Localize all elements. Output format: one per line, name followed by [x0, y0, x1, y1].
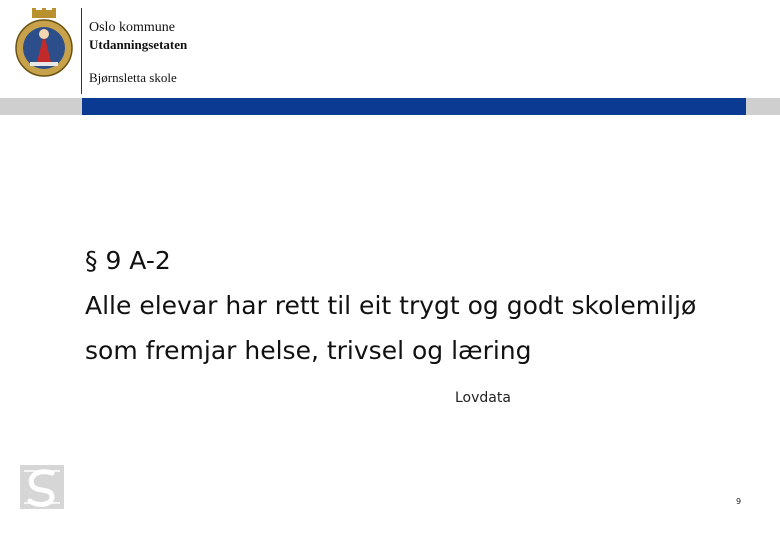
slide-heading: § 9 A-2: [85, 246, 171, 275]
slide-line-2: som fremjar helse, trivsel og læring: [85, 336, 532, 365]
source-label: Lovdata: [455, 390, 511, 406]
header-band-blue: [82, 98, 746, 115]
header-band-gray-right: [746, 98, 780, 115]
header-divider: [81, 8, 82, 94]
header-band-gray-left: [0, 98, 82, 115]
oslo-city-seal-icon: [14, 8, 74, 80]
oslo-kommune-logo-icon: [20, 465, 64, 509]
school-name: Bjørnsletta skole: [89, 70, 177, 85]
slide-body: [85, 238, 765, 373]
slide-line-1: Alle elevar har rett til eit trygt og godt skolemiljø: [85, 291, 697, 320]
municipality-name: Oslo kommune: [89, 20, 175, 35]
page-number: 9: [736, 497, 742, 506]
agency-name: Utdanningsetaten: [89, 37, 188, 52]
